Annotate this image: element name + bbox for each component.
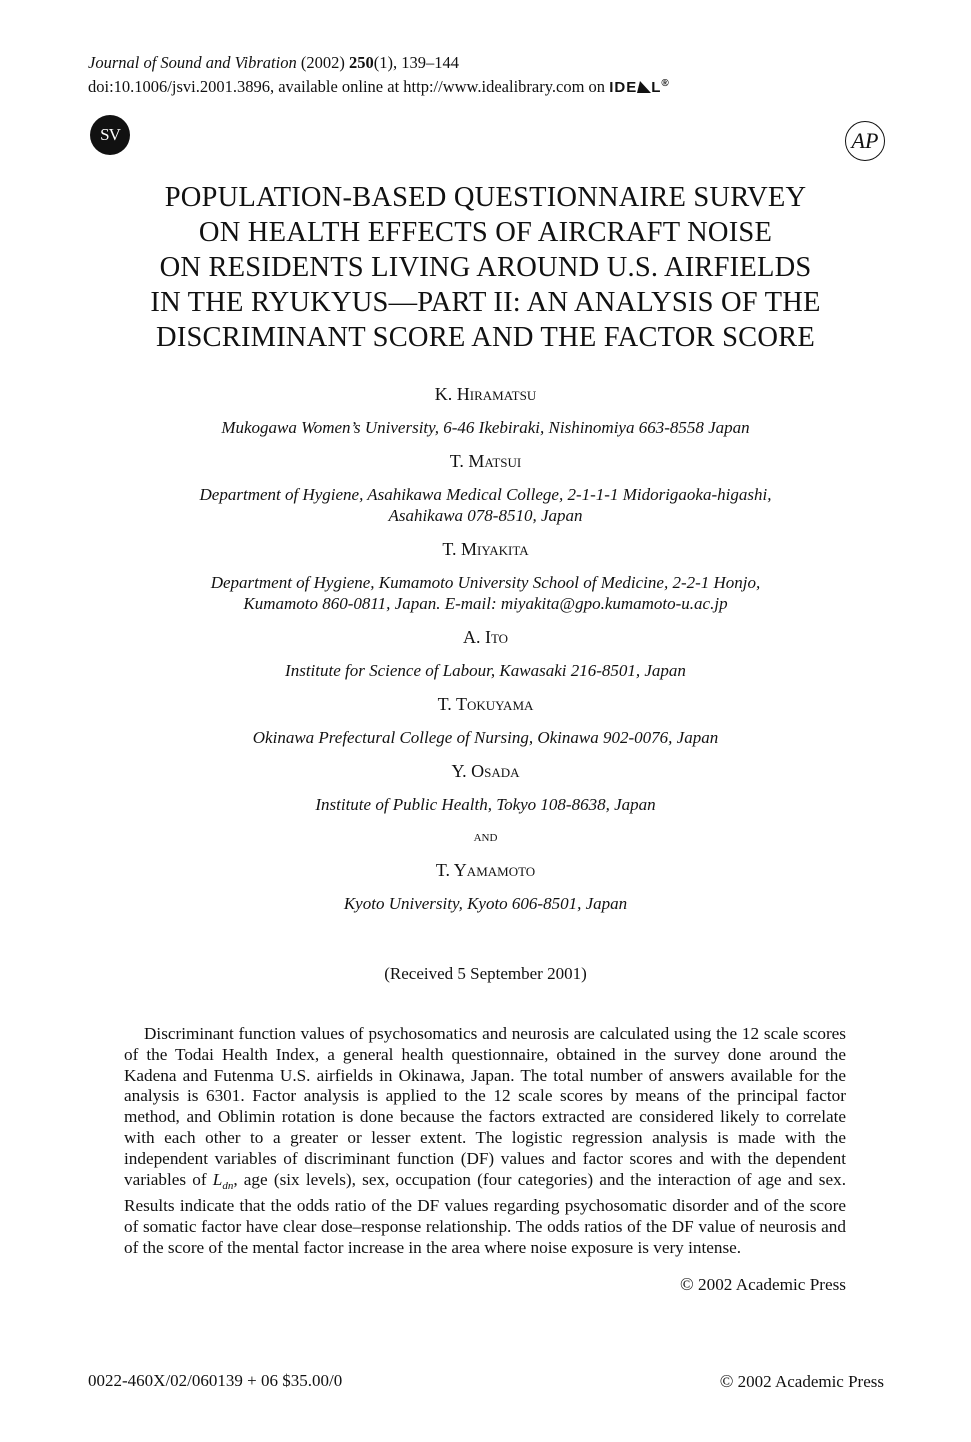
author-name: Y. Osada	[451, 761, 520, 781]
author-affiliation: Institute of Public Health, Tokyo 108-8638, Japan	[315, 795, 656, 814]
author-conjunction: and	[473, 828, 498, 845]
abstract-text: Discriminant function values of psychosomatics and neurosis are calculated using the 12 scale scores of the Todai Health Index, a general health questionnaire, obtained in the survey done around the Kadena and Futenma U.S. airfields in Okinawa, Japan. The total number of answers available for the analysis is 6301. Factor analysis is applied to the 12 scale scores by means of the principal factor method, and Oblimin rotation is done because the factors extracted are considered likely to correlate with each other to a greater or lesser extent. The logistic regression analysis is made with the independent variables of discriminant function (DF) values and factor scores and with the dependent variables of $L_{dn}$, age (six levels), sex, occupation (four categories) and the interaction of age and sex. Results indicate that the odds ratio of the DF values regarding psychosomatic disorder and of the score of somatic factor have clear dose–response relationship. The odds ratios of the DF value of neurosis and of the score of the mental factor increase in the area where noise exposure is very intense.	[124, 1024, 846, 1257]
author-affiliation: Department of Hygiene, Kumamoto University School of Medicine, 2-2-1 Honjo, Kumamoto 860-0811, Japan. E-mail: miyakita@gpo.kumamoto-u.ac.jp	[210, 573, 761, 613]
author-affiliation: Department of Hygiene, Asahikawa Medical College, 2-1-1-1 Midorigaoka-higashi, Asahikawa 078-8510, Japan	[199, 485, 772, 525]
paper-title	[100, 180, 871, 355]
ideal-arrow-icon	[637, 79, 651, 93]
author-affiliation: Mukogawa Women’s University, 6-46 Ikebiraki, Nishinomiya 663-8558 Japan	[221, 418, 750, 437]
author-name: K. Hiramatsu	[434, 384, 537, 404]
copyright-icon: ©	[680, 1274, 694, 1294]
ideal-logo: IDE L®	[609, 78, 670, 96]
author-name: T. Matsui	[449, 451, 522, 471]
journal-volume: 250	[348, 53, 374, 72]
title-line: DISCRIMINANT SCORE AND THE FACTOR SCORE	[156, 322, 815, 353]
sv-publisher-logo: SV	[90, 115, 130, 155]
title-line: POPULATION-BASED QUESTIONNAIRE SURVEY	[164, 182, 807, 213]
author-name: A. Ito	[462, 627, 509, 647]
ap-publisher-logo: AP	[845, 121, 885, 161]
doi-text: doi:10.1006/jsvi.2001.3896, available online at http://www.idealibrary.com on	[88, 77, 606, 96]
title-line: ON HEALTH EFFECTS OF AIRCRAFT NOISE	[198, 217, 773, 248]
journal-year: (2002)	[300, 53, 345, 72]
variable-l: L	[212, 1169, 223, 1189]
author-affiliation: Kyoto University, Kyoto 606-8501, Japan	[343, 894, 628, 913]
author-name: T. Tokuyama	[437, 694, 534, 714]
author-block	[100, 383, 871, 926]
received-date: (Received 5 September 2001)	[384, 964, 587, 983]
title-line: ON RESIDENTS LIVING AROUND U.S. AIRFIELDS	[159, 252, 812, 283]
journal-header	[88, 52, 670, 98]
citation-line	[88, 52, 670, 73]
author-affiliation: Institute for Science of Labour, Kawasaki 216-8501, Japan	[285, 661, 686, 680]
doi-line	[88, 73, 670, 98]
footer-copyright: © 2002 Academic Press	[719, 1371, 884, 1391]
abstract-copyright: © 2002 Academic Press	[680, 1274, 846, 1294]
variable-subscript: dn	[222, 1179, 234, 1192]
copyright-icon: ©	[719, 1371, 734, 1391]
title-line: IN THE RYUKYUS—PART II: AN ANALYSIS OF THE	[150, 287, 821, 318]
footer-issn: 0022-460X/02/060139 + 06 $35.00/0	[88, 1371, 343, 1390]
author-name: T. Yamamoto	[435, 860, 536, 880]
journal-name: Journal of Sound and Vibration	[88, 53, 297, 72]
journal-issue-pages: (1), 139–144	[373, 53, 459, 72]
author-name: T. Miyakita	[442, 539, 529, 559]
author-affiliation: Okinawa Prefectural College of Nursing, Okinawa 902-0076, Japan	[252, 728, 719, 747]
